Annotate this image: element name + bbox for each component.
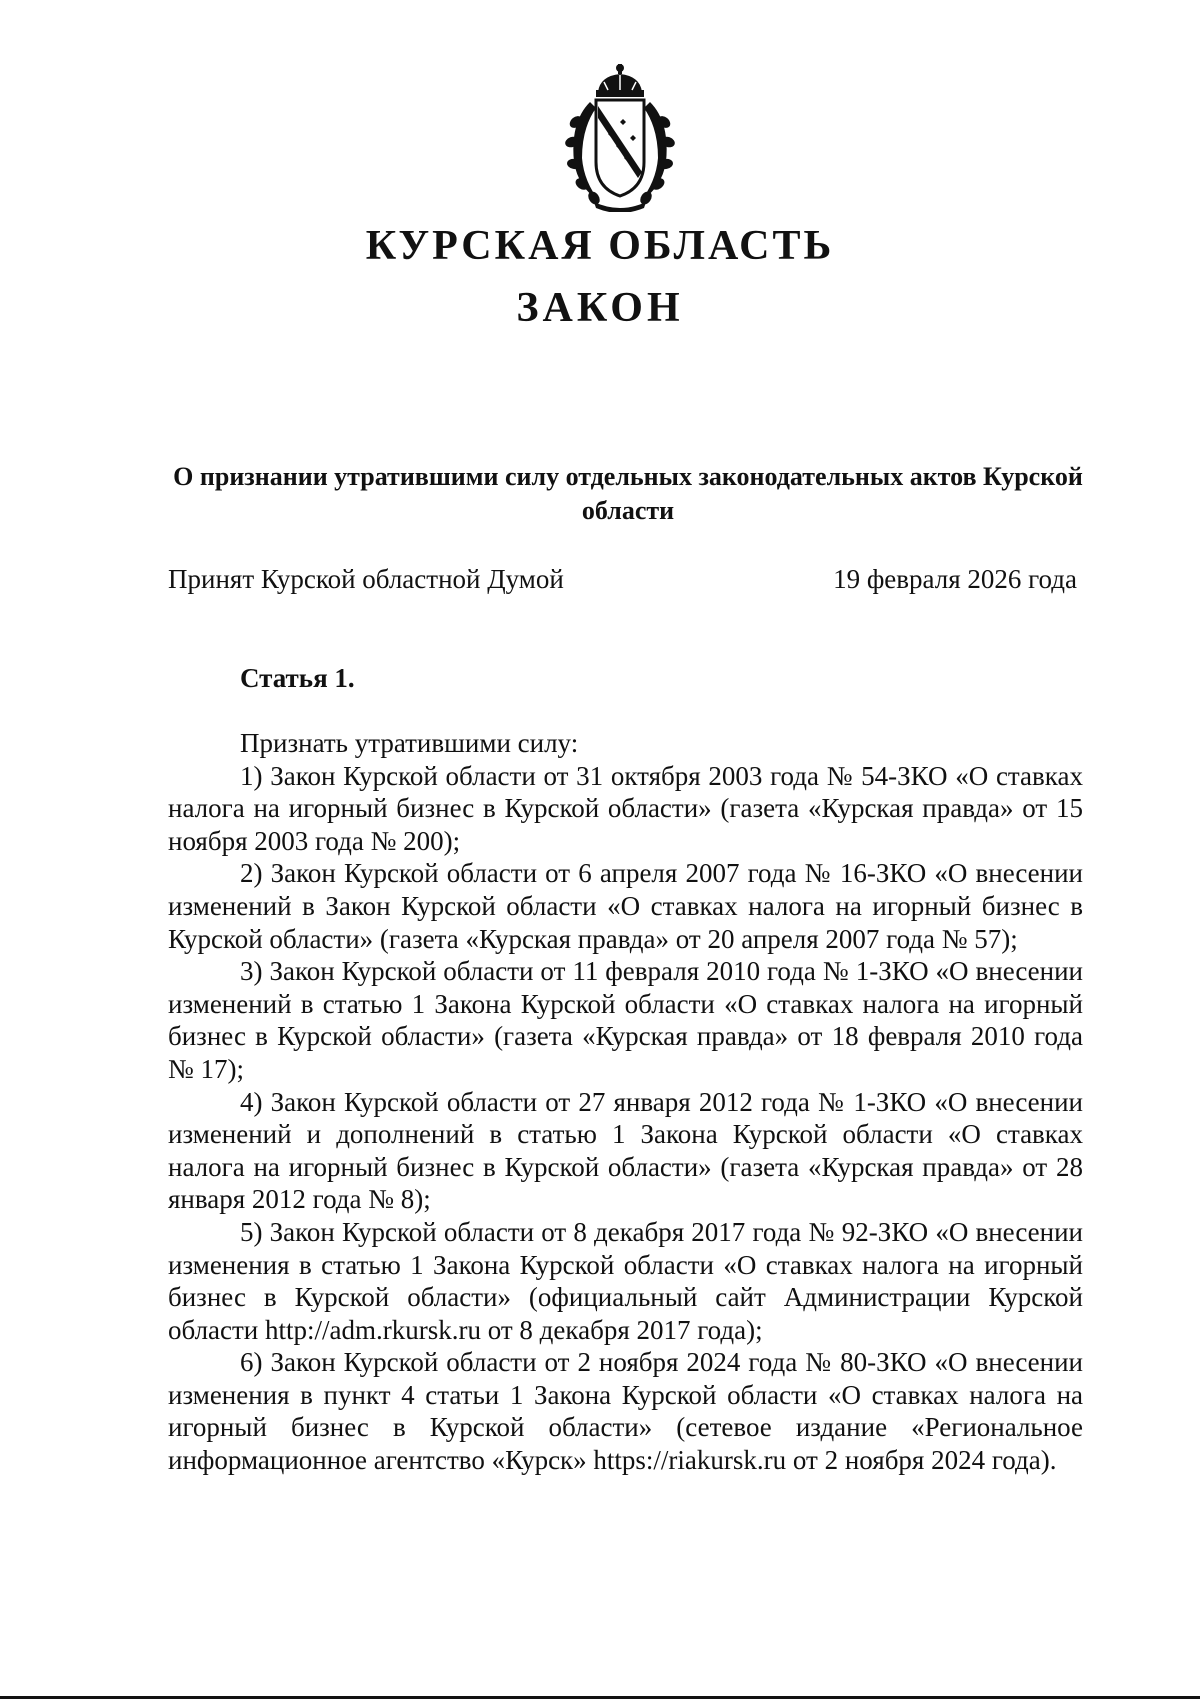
adopted-by: Принят Курской областной Думой [168, 564, 564, 594]
list-item: 6) Закон Курской области от 2 ноября 2024 года № 80-ЗКО «О внесении изменения в пункт 4 статьи 1 Закона Курской области «О ставках налога на игорный бизнес в Курской области» (сетевое издание «Региональное информационное агентство «Курск» https://riakursk.ru от 2 ноября 2024 года). [168, 1347, 1083, 1476]
article-intro: Признать утратившими силу: [240, 728, 579, 758]
document-type: ЗАКОН [516, 285, 684, 331]
shield-icon [596, 100, 644, 196]
crown-icon [596, 64, 644, 97]
adoption-date: 19 февраля 2026 года [833, 564, 1077, 594]
list-item: 1) Закон Курской области от 31 октября 2003 года № 54-ЗКО «О ставках налога на игорный бизнес в Курской области» (газета «Курская правда» от 15 ноября 2003 года № 200); [168, 760, 1083, 856]
coat-of-arms-icon [560, 62, 680, 212]
list-item: 5) Закон Курской области от 8 декабря 2017 года № 92-ЗКО «О внесении изменения в статью 1 Закона Курской области «О ставках налога на игорный бизнес в Курской области» (официальный сайт Администрации Курской области http://adm.rkursk.ru от 8 декабря 2017 года); [168, 1216, 1083, 1345]
article-heading: Статья 1. [240, 663, 355, 693]
article-body [168, 727, 1083, 1477]
page-edge-divider [0, 1696, 1200, 1699]
region-name: КУРСКАЯ ОБЛАСТЬ [365, 223, 835, 269]
list-item: 3) Закон Курской области от 11 февраля 2010 года № 1-ЗКО «О внесении изменений в статью 1 Закона Курской области «О ставках налога на игорный бизнес в Курской области» (газета «Курская правда» от 18 февраля 2010 года № 17); [168, 956, 1083, 1084]
list-item: 4) Закон Курской области от 27 января 2012 года № 1-ЗКО «О внесении изменений и дополнений в статью 1 Закона Курской области «О ставках налога на игорный бизнес в Курской области» (газета «Курская правда» от 28 января 2012 года № 8); [168, 1086, 1083, 1215]
list-item: 2) Закон Курской области от 6 апреля 2007 года № 16-ЗКО «О внесении изменений в Закон Курской области «О ставках налога на игорный бизнес в Курской области» (газета «Курская правда» от 20 апреля 2007 года № 57); [168, 858, 1083, 954]
law-title: О признании утратившими силу отдельных законодательных актов Курской области [173, 462, 1083, 525]
